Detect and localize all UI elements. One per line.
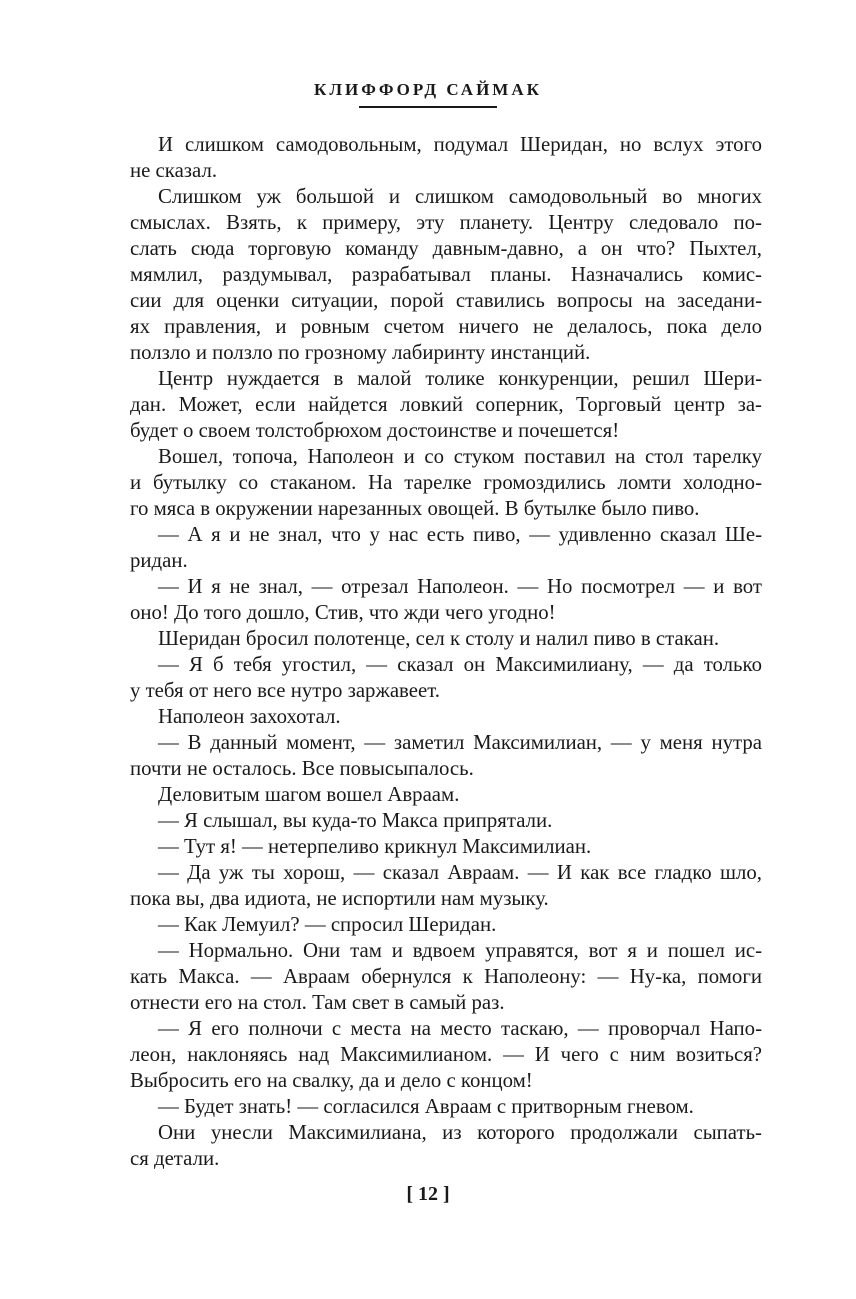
text-line: — Да уж ты хорош, — сказал Авраам. — И как все гладко шло, bbox=[158, 861, 762, 884]
header-rule bbox=[359, 106, 497, 108]
paragraph bbox=[130, 1016, 762, 1094]
text-line: Они унесли Максимилиана, из которого продолжали сыпать- bbox=[158, 1121, 762, 1144]
text-line: ся детали. bbox=[130, 1147, 220, 1170]
paragraph bbox=[130, 730, 762, 782]
paragraph bbox=[130, 808, 762, 834]
text-line: смыслах. Взять, к примеру, эту планету. Центру следовало по- bbox=[130, 211, 762, 234]
paragraph bbox=[130, 132, 762, 184]
paragraph bbox=[130, 626, 762, 652]
text-line: почти не осталось. Все повысыпалось. bbox=[130, 757, 474, 780]
text-line: будет о своем толстобрюхом достоинстве и почешется! bbox=[130, 419, 620, 442]
text-line: кать Макса. — Авраам обернулся к Наполеону: — Ну-ка, помоги bbox=[130, 965, 762, 988]
paragraph bbox=[130, 704, 762, 730]
paragraph bbox=[130, 1094, 762, 1120]
text-line: Шеридан бросил полотенце, сел к столу и налил пиво в стакан. bbox=[158, 627, 720, 650]
text-line: ях правления, и ровным счетом ничего не делалось, пока дело bbox=[130, 315, 762, 338]
text-line: пока вы, два идиота, не испортили нам музыку. bbox=[130, 887, 549, 910]
paragraph bbox=[130, 444, 762, 522]
text-line: го мяса в окружении нарезанных овощей. В бутылке было пиво. bbox=[130, 497, 700, 520]
text-line: Слишком уж большой и слишком самодовольный во многих bbox=[158, 185, 762, 208]
text-line: Выбросить его на свалку, да и дело с концом! bbox=[130, 1069, 533, 1092]
paragraph bbox=[130, 938, 762, 1016]
running-header bbox=[0, 80, 856, 108]
text-line: сии для оценки ситуации, порой ставились вопросы на заседани- bbox=[130, 289, 762, 312]
text-body bbox=[130, 132, 762, 1172]
paragraph bbox=[130, 184, 762, 366]
page-number: [ 12 ] bbox=[406, 1183, 450, 1205]
text-line: — А я и не знал, что у нас есть пиво, — удивленно сказал Ше- bbox=[158, 523, 762, 546]
text-line: — Я б тебя угостил, — сказал он Максимилиану, — да только bbox=[158, 653, 762, 676]
text-line: слать сюда торговую команду давным-давно, а он что? Пыхтел, bbox=[130, 237, 762, 260]
text-line: не сказал. bbox=[130, 159, 218, 182]
paragraph bbox=[130, 782, 762, 808]
text-line: мямлил, раздумывал, разрабатывал планы. Назначались комис- bbox=[130, 263, 762, 286]
text-line: Вошел, топоча, Наполеон и со стуком поставил на стол тарелку bbox=[158, 445, 762, 468]
paragraph bbox=[130, 912, 762, 938]
running-title: КЛИФФОРД САЙМАК bbox=[314, 80, 542, 99]
text-line: ползло и ползло по грозному лабиринту инстанций. bbox=[130, 341, 591, 364]
text-line: Деловитым шагом вошел Авраам. bbox=[158, 783, 460, 806]
text-line: — Как Лемуил? — спросил Шеридан. bbox=[158, 913, 497, 936]
text-line: — Тут я! — нетерпеливо крикнул Максимилиан. bbox=[158, 835, 592, 858]
text-line: — Я слышал, вы куда-то Макса припрятали. bbox=[158, 809, 553, 832]
text-line: леон, наклоняясь над Максимилианом. — И чего с ним возиться? bbox=[130, 1043, 762, 1066]
text-line: — В данный момент, — заметил Максимилиан, — у меня нутра bbox=[158, 731, 762, 754]
text-line: — И я не знал, — отрезал Наполеон. — Но посмотрел — и вот bbox=[158, 575, 762, 598]
text-line: — Будет знать! — согласился Авраам с притворным гневом. bbox=[158, 1095, 694, 1118]
paragraph bbox=[130, 834, 762, 860]
paragraph bbox=[130, 1120, 762, 1172]
text-line: отнести его на стол. Там свет в самый раз. bbox=[130, 991, 505, 1014]
text-line: ридан. bbox=[130, 549, 188, 572]
paragraph bbox=[130, 860, 762, 912]
paragraph bbox=[130, 574, 762, 626]
paragraph bbox=[130, 366, 762, 444]
text-line: Наполеон захохотал. bbox=[158, 705, 341, 728]
text-line: у тебя от него все нутро заржавеет. bbox=[130, 679, 440, 702]
text-line: — Нормально. Они там и вдвоем управятся, вот я и пошел ис- bbox=[158, 939, 762, 962]
text-line: И слишком самодовольным, подумал Шеридан, но вслух этого bbox=[158, 133, 762, 156]
text-line: — Я его полночи с места на место таскаю, — проворчал Напо- bbox=[158, 1017, 762, 1040]
text-line: оно! До того дошло, Стив, что жди чего угодно! bbox=[130, 601, 556, 624]
paragraph bbox=[130, 652, 762, 704]
text-line: дан. Может, если найдется ловкий соперник, Торговый центр за- bbox=[130, 393, 762, 416]
text-line: и бутылку со стаканом. На тарелке громоздились ломти холодно- bbox=[130, 471, 762, 494]
text-line: Центр нуждается в малой толике конкуренции, решил Шери- bbox=[158, 367, 762, 390]
paragraph bbox=[130, 522, 762, 574]
